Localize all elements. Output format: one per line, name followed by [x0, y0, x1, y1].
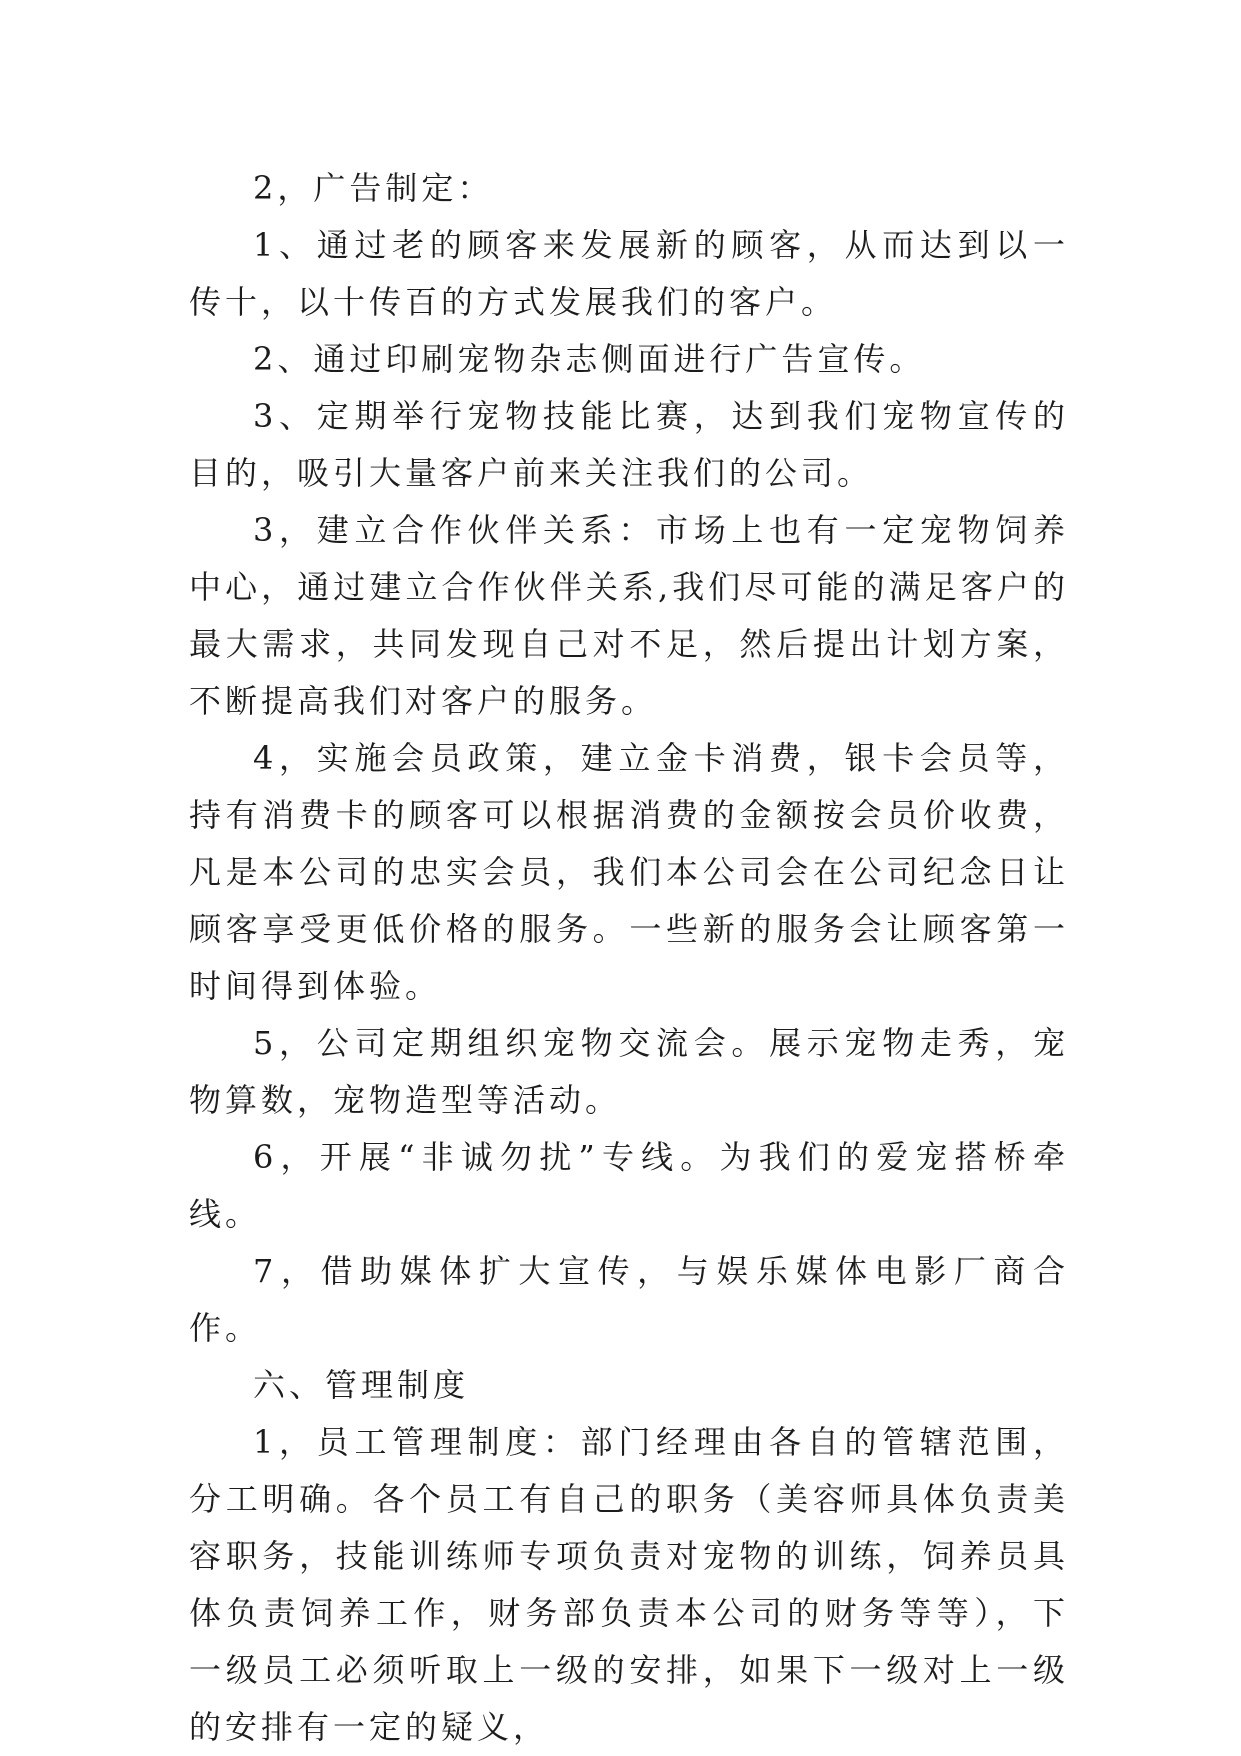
heading-ad-planning: 2，广告制定：: [253, 169, 494, 207]
paragraph: 3、定期举行宠物技能比赛，达到我们宠物宣传的目的，吸引大量客户前来关注我们的公司。: [189, 397, 1069, 492]
heading-management-system: 六、管理制度: [253, 1366, 470, 1404]
paragraph: 3，建立合作伙伴关系：市场上也有一定宠物饲养中心，通过建立合作伙伴关系,我们尽可能的满足客户的最大需求，共同发现自己对不足，然后提出计划方案，不断提高我们对客户的服务。: [189, 511, 1069, 720]
paragraph: 5，公司定期组织宠物交流会。展示宠物走秀，宠物算数，宠物造型等活动。: [189, 1024, 1069, 1119]
paragraph: 4，实施会员政策，建立金卡消费，银卡会员等，持有消费卡的顾客可以根据消费的金额按会员价收费，凡是本公司的忠实会员，我们本公司会在公司纪念日让顾客享受更低价格的服务。一些新的服务会让顾客第一时间得到体验。: [189, 739, 1069, 1005]
paragraph: 1，员工管理制度：部门经理由各自的管辖范围，分工明确。各个员工有自己的职务（美容师具体负责美容职务，技能训练师专项负责对宠物的训练，饲养员具体负责饲养工作，财务部负责本公司的财务等等），下一级员工必须听取上一级的安排，如果下一级对上一级的安排有一定的疑义，: [189, 1423, 1069, 1746]
paragraph: 1、通过老的顾客来发展新的顾客，从而达到以一传十，以十传百的方式发展我们的客户。: [189, 226, 1069, 321]
paragraph: 6，开展“非诚勿扰”专线。为我们的爱宠搭桥牵线。: [189, 1138, 1069, 1233]
document-body: [189, 160, 1069, 1756]
paragraph: 2、通过印刷宠物杂志侧面进行广告宣传。: [253, 340, 926, 378]
paragraph: 7，借助媒体扩大宣传，与娱乐媒体电影厂商合作。: [189, 1252, 1069, 1347]
